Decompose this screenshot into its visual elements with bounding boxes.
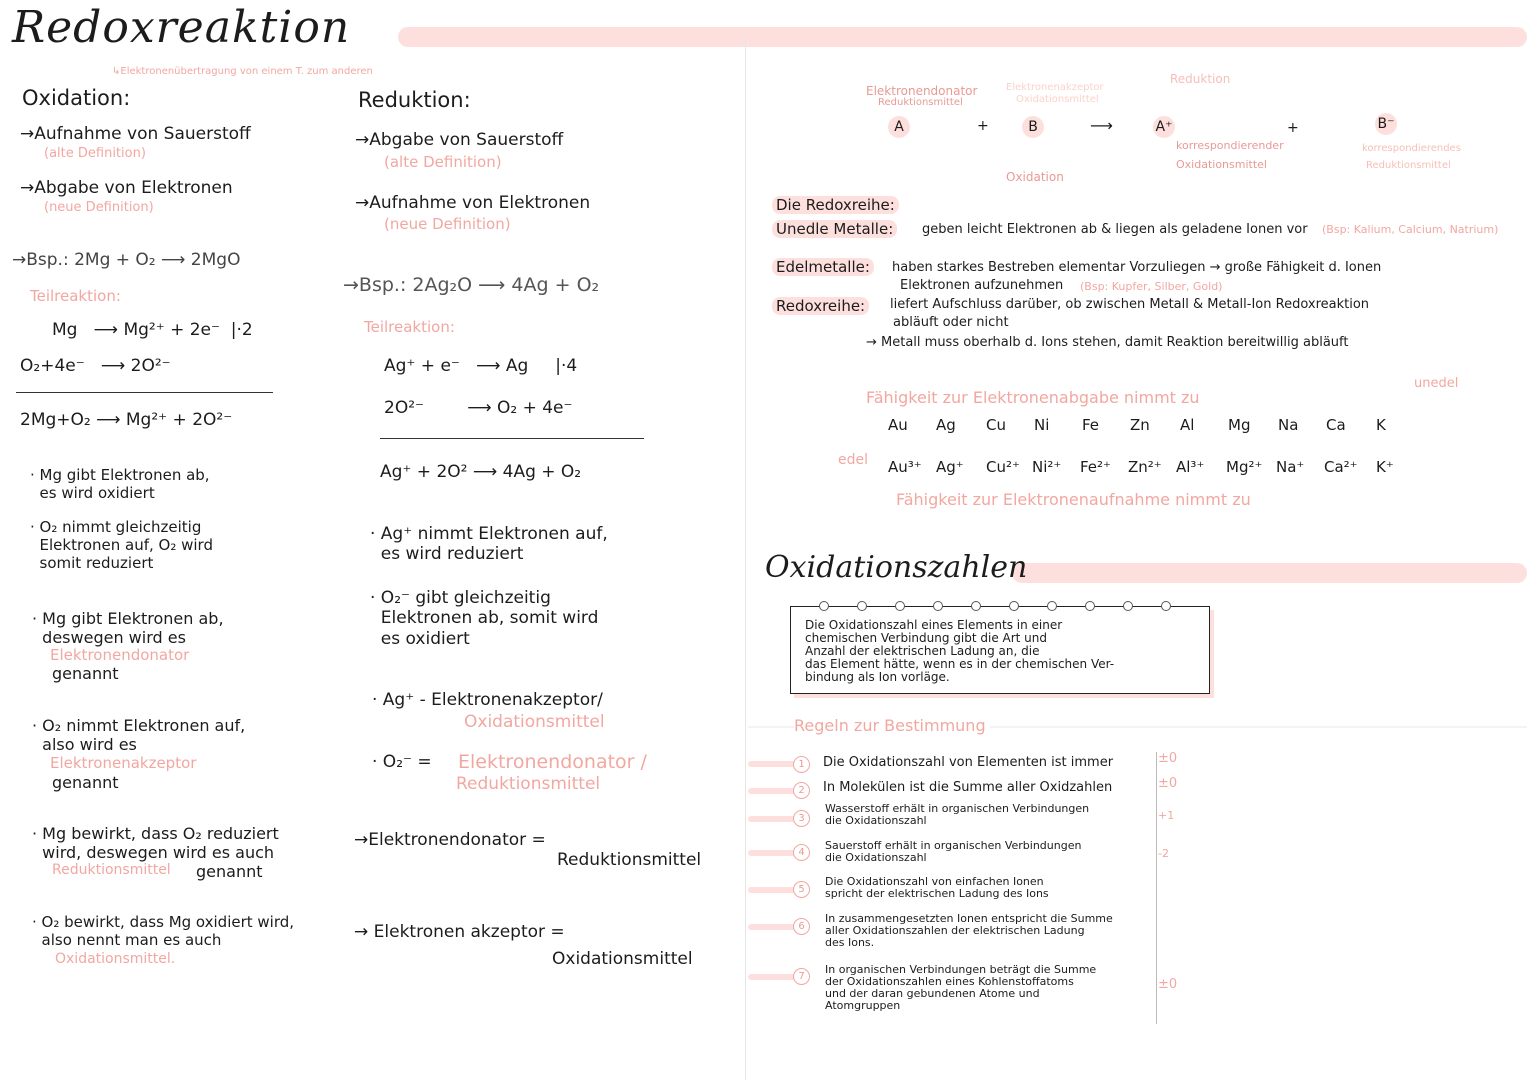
- reduktion-partial-label: Teilreaktion:: [364, 318, 455, 336]
- ion-zn: Zn²⁺: [1128, 458, 1162, 476]
- rule-6-bar: [748, 924, 798, 930]
- page-title: Redoxreaktion: [12, 2, 351, 53]
- reduktion-note-3: · Ag⁺ - Elektronenakzeptor/: [372, 690, 603, 710]
- reduktion-item-1: →Abgabe von Sauerstoff: [355, 130, 564, 150]
- ring-7: [1047, 601, 1057, 611]
- ring-9: [1123, 601, 1133, 611]
- oxidation-item-2-note: (neue Definition): [44, 200, 154, 215]
- reduktion-note-4-pink: Elektronendonator /: [458, 751, 647, 773]
- rule-3-text: Wasserstoff erhält in organischen Verbindungen die Oxidationszahl: [825, 802, 1090, 828]
- rules-value-line: [1156, 752, 1157, 1024]
- ring-5: [971, 601, 981, 611]
- unedle-example: (Bsp: Kalium, Calcium, Natrium): [1322, 223, 1499, 236]
- reduktion-arrow-2-b: Oxidationsmittel: [552, 949, 693, 969]
- rule-5-num: 5: [793, 881, 810, 898]
- edel-text: haben starkes Bestreben elementar Vorzuliegen → große Fähigkeit d. Ionen: [892, 260, 1382, 275]
- ion-al: Al³⁺: [1176, 458, 1205, 476]
- rule-6-num: 6: [793, 918, 810, 935]
- metal-na: Na: [1278, 416, 1299, 434]
- scheme-oxidation-label: Oxidation: [1006, 170, 1064, 184]
- redoxreihe-heading-text: Die Redoxreihe:: [772, 196, 899, 214]
- reduktion-arrow-2: → Elektronen akzeptor =: [354, 922, 565, 942]
- reduktion-item-2: →Aufnahme von Elektronen: [355, 193, 591, 213]
- rule-2-bar: [748, 788, 798, 794]
- reduktion-note-2: · O₂⁻ gibt gleichzeitig Elektronen ab, somit wird es oxidiert: [370, 588, 599, 649]
- reduktion-sum-line: [380, 438, 644, 439]
- definition-box: [790, 606, 1210, 694]
- metal-ca: Ca: [1326, 416, 1346, 434]
- ring-2: [857, 601, 867, 611]
- ring-1: [819, 601, 829, 611]
- oxidationszahlen-title: Oxidationszahlen: [765, 550, 1028, 585]
- ion-fe: Fe²⁺: [1080, 458, 1111, 476]
- reduktion-heading: Reduktion:: [358, 88, 471, 112]
- oxidation-note-4-end: genannt: [52, 773, 119, 792]
- rule-4-value: -2: [1158, 847, 1169, 860]
- redoxreihe-heading: [772, 196, 899, 214]
- metal-row: [888, 416, 1408, 438]
- rule-7-num: 7: [793, 968, 810, 985]
- reduktion-partial-1: Ag⁺ + e⁻ ⟶ Ag |·4: [384, 356, 578, 376]
- redoxreihe-top-label: Fähigkeit zur Elektronenabgabe nimmt zu: [866, 388, 1200, 407]
- metal-ag: Ag: [936, 416, 956, 434]
- oxidation-note-6-pink: Oxidationsmittel.: [55, 951, 176, 967]
- page-subtitle: ↳Elektronenübertragung von einem T. zum anderen: [112, 66, 373, 77]
- definition-text: Die Oxidationszahl eines Elements in einer chemischen Verbindung gibt die Art und Anzahl der elektrischen Ladung an, die das Element hätte, wenn es in der chemischen Ver- bindung als Ion vorläge.: [805, 618, 1115, 684]
- oxidation-note-3: · Mg gibt Elektronen ab, deswegen wird es: [32, 609, 224, 648]
- redoxreihe-unedel: unedel: [1414, 376, 1459, 391]
- redoxreihe-bottom-label: Fähigkeit zur Elektronenaufnahme nimmt zu: [896, 490, 1251, 509]
- reihe-text: liefert Aufschluss darüber, ob zwischen Metall & Metall-Ion Redoxreaktion: [890, 297, 1370, 312]
- oxidation-note-3-pink: Elektronendonator: [50, 646, 190, 664]
- rule-2-num: 2: [793, 782, 810, 799]
- rule-2-text: In Molekülen ist die Summe aller Oxidzahlen: [823, 780, 1113, 795]
- reduktion-note-4: · O₂⁻ =: [372, 752, 432, 772]
- reduktion-partial-2: 2O²⁻ ⟶ O₂ + 4e⁻: [384, 398, 573, 418]
- oxidation-sum: 2Mg+O₂ ⟶ Mg²⁺ + 2O²⁻: [20, 410, 233, 430]
- scheme-korr-1-sub: Oxidationsmittel: [1176, 158, 1267, 171]
- rule-3-num: 3: [793, 810, 810, 827]
- ion-row: [888, 458, 1408, 480]
- rule-4-bar: [748, 850, 798, 856]
- ion-ni: Ni²⁺: [1032, 458, 1062, 476]
- reduktion-arrow-1-b: Reduktionsmittel: [557, 850, 702, 870]
- oxidation-item-2: →Abgabe von Elektronen: [20, 178, 233, 198]
- ion-au: Au³⁺: [888, 458, 922, 476]
- unedle-text: geben leicht Elektronen ab & liegen als geladene Ionen vor: [922, 222, 1308, 237]
- metal-mg: Mg: [1228, 416, 1251, 434]
- scheme-donor-label: Elektronendonator: [866, 84, 978, 98]
- scheme-acceptor-label: Elektronenakzeptor: [1006, 82, 1104, 93]
- oxidation-note-4-pink: Elektronenakzeptor: [50, 754, 197, 772]
- reduktion-note-3-pink: Oxidationsmittel: [464, 712, 605, 732]
- scheme-reduktion-label: Reduktion: [1170, 72, 1231, 86]
- reduktion-note-4-pink-2: Reduktionsmittel: [456, 774, 601, 794]
- rules-heading: Regeln zur Bestimmung: [794, 716, 990, 735]
- ion-cu: Cu²⁺: [986, 458, 1020, 476]
- rule-1-bar: [748, 761, 798, 767]
- ion-mg: Mg²⁺: [1226, 458, 1263, 476]
- unedle-label-text: Unedle Metalle:: [772, 220, 897, 238]
- reihe-label-text: Redoxreihe:: [772, 297, 869, 315]
- ring-4: [933, 601, 943, 611]
- oxidation-partial-1: Mg ⟶ Mg²⁺ + 2e⁻ |·2: [52, 320, 253, 340]
- oxidation-item-1-note: (alte Definition): [44, 146, 146, 161]
- oxidation-heading: Oxidation:: [22, 86, 131, 110]
- reduktion-example: →Bsp.: 2Ag₂O ⟶ 4Ag + O₂: [343, 274, 600, 296]
- reihe-label: [772, 297, 869, 315]
- oxidationszahlen-band: [1012, 563, 1527, 583]
- oxidation-note-5-end: genannt: [196, 862, 263, 881]
- ring-3: [895, 601, 905, 611]
- scheme-acceptor-sub: Oxidationsmittel: [1016, 94, 1099, 105]
- scheme-b: B: [1022, 116, 1044, 138]
- ion-k: K⁺: [1376, 458, 1394, 476]
- metal-fe: Fe: [1082, 416, 1100, 434]
- scheme-plus-1: +: [977, 118, 989, 134]
- metal-al: Al: [1180, 416, 1195, 434]
- scheme-korr-2: korrespondierendes: [1362, 143, 1461, 154]
- metal-zn: Zn: [1130, 416, 1150, 434]
- oxidation-note-6: · O₂ bewirkt, dass Mg oxidiert wird, also nennt man es auch: [32, 913, 295, 949]
- edel-label-text: Edelmetalle:: [772, 258, 874, 276]
- metal-k: K: [1376, 416, 1386, 434]
- rule-5-text: Die Oxidationszahl von einfachen Ionen spricht der elektrischen Ladung des Ions: [825, 875, 1049, 901]
- rule-7-value: ±0: [1158, 977, 1178, 992]
- rule-2-value: ±0: [1158, 776, 1178, 791]
- rule-3-bar: [748, 816, 798, 822]
- metal-cu: Cu: [986, 416, 1006, 434]
- column-divider: [745, 40, 746, 1080]
- scheme-donor-sub: Reduktionsmittel: [878, 97, 963, 108]
- rule-1-text: Die Oxidationszahl von Elementen ist immer: [823, 755, 1114, 770]
- reduktion-note-1: · Ag⁺ nimmt Elektronen auf, es wird reduziert: [370, 524, 608, 565]
- ion-ca: Ca²⁺: [1324, 458, 1358, 476]
- ion-ag: Ag⁺: [936, 458, 964, 476]
- scheme-a-plus: A⁺: [1153, 116, 1175, 138]
- oxidation-note-3-end: genannt: [52, 664, 119, 683]
- oxidation-partial-label: Teilreaktion:: [30, 287, 121, 305]
- scheme-arrow: ⟶: [1090, 116, 1113, 135]
- rule-4-num: 4: [793, 844, 810, 861]
- edel-text-2: Elektronen aufzunehmen: [900, 278, 1064, 293]
- oxidation-note-1: · Mg gibt Elektronen ab, es wird oxidiert: [30, 466, 210, 502]
- rule-3-value: +1: [1158, 809, 1175, 822]
- reduktion-item-2-note: (neue Definition): [384, 215, 511, 233]
- reihe-text-3: → Metall muss oberhalb d. Ions stehen, damit Reaktion bereitwillig abläuft: [866, 335, 1349, 350]
- rule-7-text: In organischen Verbindungen beträgt die Summe der Oxidationszahlen eines Kohlenstoffatoms und der daran gebundenen Atome und Atomgruppen: [825, 963, 1097, 1013]
- oxidation-note-4: · O₂ nimmt Elektronen auf, also wird es: [32, 716, 246, 755]
- ring-8: [1085, 601, 1095, 611]
- oxidation-note-5: · Mg bewirkt, dass O₂ reduziert wird, deswegen wird es auch: [32, 824, 279, 863]
- oxidation-note-5-pink: Reduktionsmittel: [52, 862, 171, 878]
- rule-5-bar: [748, 887, 798, 893]
- metal-au: Au: [888, 416, 908, 434]
- rule-1-num: 1: [793, 756, 810, 773]
- ring-6: [1009, 601, 1019, 611]
- rule-4-text: Sauerstoff erhält in organischen Verbindungen die Oxidationszahl: [825, 839, 1082, 865]
- redoxreihe-edel: edel: [838, 452, 869, 468]
- metal-ni: Ni: [1034, 416, 1050, 434]
- ion-na: Na⁺: [1276, 458, 1305, 476]
- scheme-b-minus: B⁻: [1375, 113, 1397, 135]
- rule-6-text: In zusammengesetzten Ionen entspricht die Summe aller Oxidationszahlen der elektrischen Ladung des Ions.: [825, 912, 1113, 950]
- rule-1-value: ±0: [1158, 751, 1178, 766]
- edel-label: [772, 258, 874, 276]
- oxidation-item-1: →Aufnahme von Sauerstoff: [20, 124, 251, 144]
- ring-10: [1161, 601, 1171, 611]
- reduktion-item-1-note: (alte Definition): [384, 153, 502, 171]
- reihe-text-2: abläuft oder nicht: [893, 315, 1009, 330]
- scheme-korr-2-sub: Reduktionsmittel: [1366, 160, 1451, 171]
- edel-example: (Bsp: Kupfer, Silber, Gold): [1080, 280, 1223, 293]
- unedle-label: [772, 220, 897, 238]
- oxidation-example: →Bsp.: 2Mg + O₂ ⟶ 2MgO: [12, 250, 241, 270]
- oxidation-sum-line: [16, 392, 273, 393]
- reduktion-sum: Ag⁺ + 2O² ⟶ 4Ag + O₂: [380, 462, 582, 482]
- scheme-plus-2: +: [1287, 120, 1299, 136]
- scheme-a: A: [888, 116, 910, 138]
- scheme-korr-1: korrespondierender: [1176, 139, 1284, 152]
- oxidation-note-2: · O₂ nimmt gleichzeitig Elektronen auf, O₂ wird somit reduziert: [30, 518, 213, 572]
- title-band: [398, 27, 1527, 47]
- rule-7-bar: [748, 974, 798, 980]
- reduktion-arrow-1: →Elektronendonator =: [354, 830, 546, 850]
- oxidation-partial-2: O₂+4e⁻ ⟶ 2O²⁻: [20, 356, 171, 376]
